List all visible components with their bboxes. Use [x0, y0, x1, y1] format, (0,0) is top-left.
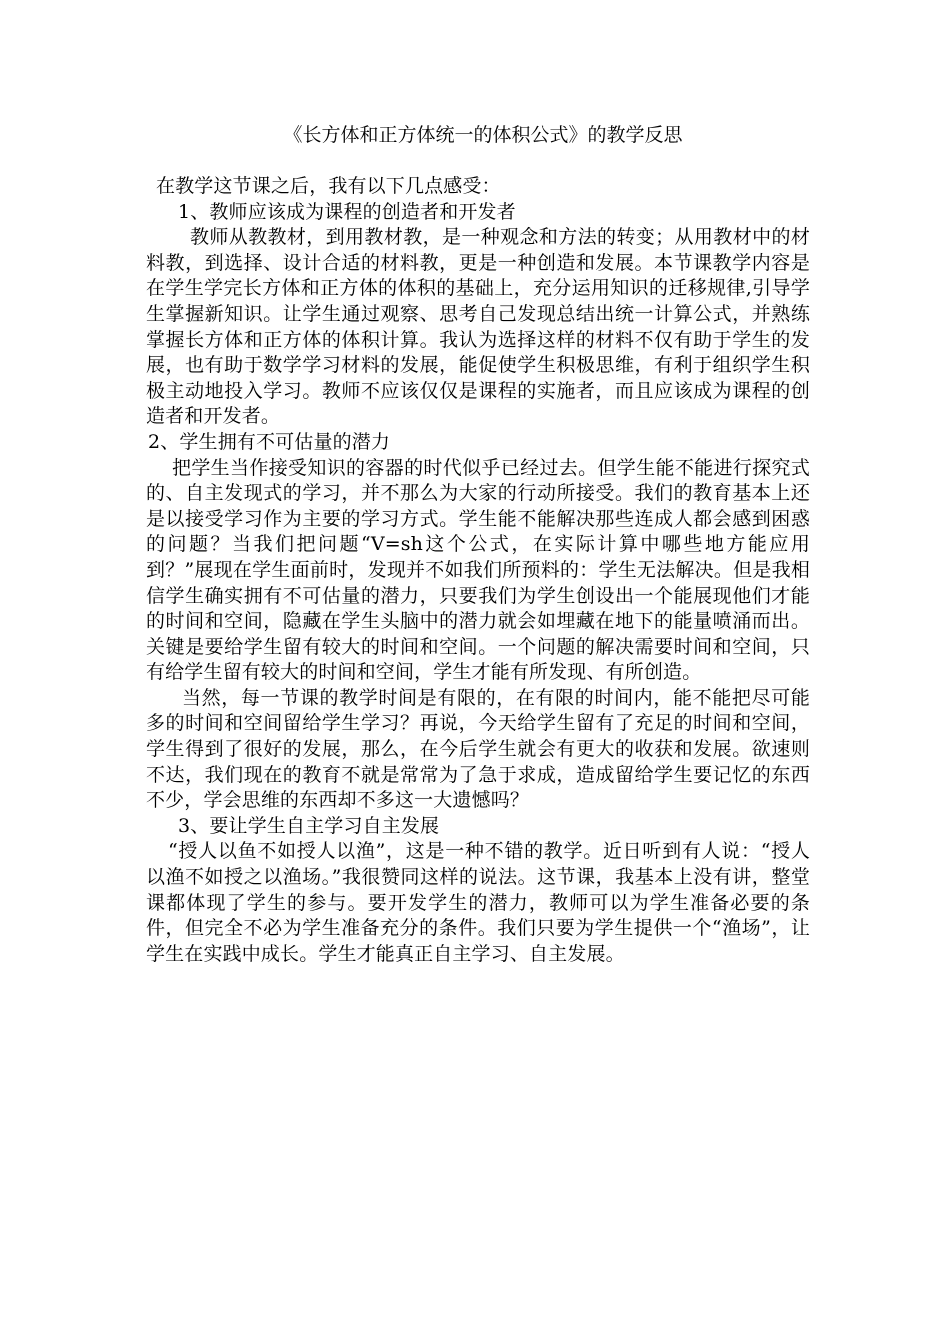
section-2-heading: 2、学生拥有不可估量的潜力 [148, 430, 391, 453]
section-3-paragraph-1: “授人以鱼不如授人以渔”，这是一种不错的教学。近日听到有人说：“授人以渔不如授之以渔场。”我很赞同这样的说法。这节课，我基本上没有讲，整堂课都体现了学生的参与。要开发学生的潜力，教师可以为学生准备必要的条件，但完全不必为学生准备充分的条件。我们只要为学生提供一个“渔场”，让学生在实践中成长。学生才能真正自主学习、自主发展。 [146, 840, 810, 965]
intro-paragraph: 在教学这节课之后，我有以下几点感受： [156, 175, 501, 197]
section-2-paragraph-1: 把学生当作接受知识的容器的时代似乎已经过去。但学生能不能进行探究式的、自主发现式的学习，并不那么为大家的行动所接受。我们的教育基本上还是以接受学习作为主要的学习方式。学生能不能解决那些连成人都会感到困惑的问题？当我们把问题“V=sh这个公式，在实际计算中哪些地方能应用到？”展现在学生面前时，发现并不如我们所预料的：学生无法解决。但是我相信学生确实拥有不可估量的潜力，只要我们为学生创设出一个能展现他们才能的时间和空间，隐藏在学生头脑中的潜力就会如埋藏在地下的能量喷涌而出。关键是要给学生留有较大的时间和空间。一个问题的解决需要时间和空间，只有给学生留有较大的时间和空间，学生才能有所发现、有所创造。 [146, 456, 810, 684]
section-2-paragraph-2: 当然，每一节课的教学时间是有限的，在有限的时间内，能不能把尽可能多的时间和空间留给学生学习？再说，今天给学生留有了充足的时间和空间，学生得到了很好的发展，那么，在今后学生就会有更大的收获和发展。欲速则不达，我们现在的教育不就是常常为了急于求成，造成留给学生要记忆的东西不少，学会思维的东西却不多这一大遗憾吗？ [146, 686, 810, 812]
section-1-paragraph-1: 教师从教教材，到用教材教，是一种观念和方法的转变；从用教材中的材料教，到选择、设计合适的材料教，更是一种创造和发展。本节课教学内容是在学生学完长方体和正方体的体积的基础上，充分运用知识的迁移规律,引导学生掌握新知识。让学生通过观察、思考自己发现总结出统一计算公式，并熟练掌握长方体和正方体的体积计算。我认为选择这样的材料不仅有助于学生的发展，也有助于数学学习材料的发展，能促使学生积极思维，有利于组织学生积极主动地投入学习。教师不应该仅仅是课程的实施者，而且应该成为课程的创造者和开发者。 [146, 226, 810, 428]
document-title: 《长方体和正方体统一的体积公式》的教学反思 [283, 124, 683, 146]
document-page [146, 120, 810, 967]
section-3-heading: 3、要让学生自主学习自主发展 [178, 814, 440, 837]
section-1-heading: 1、教师应该成为课程的创造者和开发者 [178, 200, 516, 223]
